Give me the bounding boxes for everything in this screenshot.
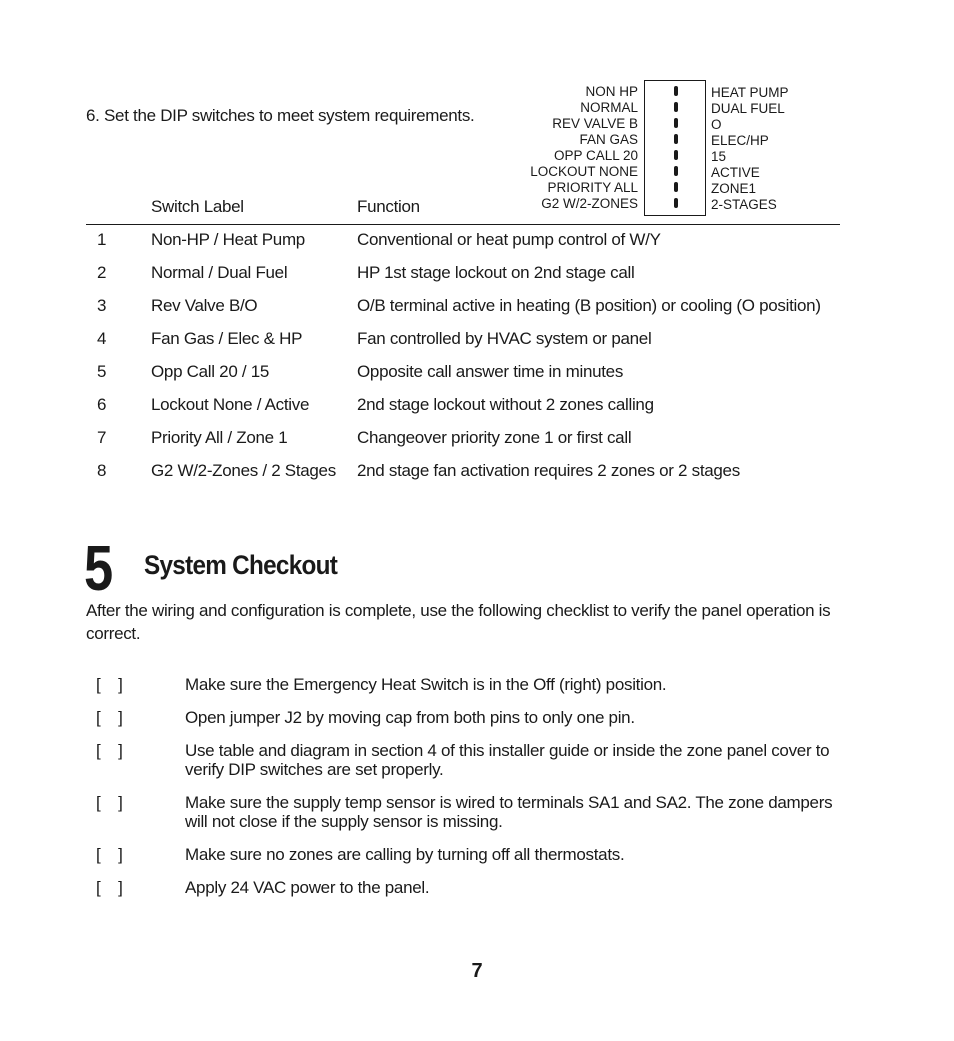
dip-switch-toggle <box>674 198 678 208</box>
table-row <box>0 428 954 461</box>
row-number: 5 <box>97 362 107 381</box>
row-number: 3 <box>97 296 107 315</box>
row-switch-label: Normal / Dual Fuel <box>151 263 288 282</box>
dip-right-label: 15 <box>711 149 727 164</box>
checklist-text: Open jumper J2 by moving cap from both pins to only one pin. <box>185 708 635 727</box>
dip-left-label: FAN GAS <box>579 132 638 147</box>
dip-left-label: LOCKOUT NONE <box>530 164 638 179</box>
column-header-switch-label: Switch Label <box>151 197 244 216</box>
row-number: 6 <box>97 395 107 414</box>
dip-left-label: NORMAL <box>580 100 638 115</box>
row-function: Conventional or heat pump control of W/Y <box>357 230 661 249</box>
row-number: 4 <box>97 329 107 348</box>
dip-right-label: ZONE1 <box>711 181 757 196</box>
table-row <box>0 362 954 395</box>
row-number: 7 <box>97 428 107 447</box>
table-row <box>0 395 954 428</box>
row-switch-label: Fan Gas / Elec & HP <box>151 329 303 348</box>
checklist-text: Use table and diagram in section 4 of this installer guide or inside the zone panel cover to verify DIP switches are set properly. <box>185 741 830 779</box>
row-number: 1 <box>97 230 107 249</box>
row-switch-label: Rev Valve B/O <box>151 296 258 315</box>
dip-right-label: HEAT PUMP <box>711 85 789 100</box>
row-function: HP 1st stage lockout on 2nd stage call <box>357 263 635 282</box>
dip-left-label: NON HP <box>585 84 638 99</box>
row-function: Changeover priority zone 1 or first call <box>357 428 632 447</box>
checkbox-brackets: [ ] <box>96 675 123 694</box>
row-switch-label: Priority All / Zone 1 <box>151 428 288 447</box>
page-number: 7 <box>471 960 483 982</box>
checklist-text: Make sure the supply temp sensor is wired to terminals SA1 and SA2. The zone dampers will not close if the supply sensor is missing. <box>185 793 833 831</box>
dip-switch-toggle <box>674 134 678 144</box>
dip-left-label: G2 W/2-ZONES <box>541 196 638 211</box>
dip-switch-toggle <box>674 86 678 96</box>
row-function: O/B terminal active in heating (B position) or cooling (O position) <box>357 296 821 315</box>
table-row <box>0 461 954 494</box>
table-divider <box>86 224 840 225</box>
section-intro: After the wiring and configuration is complete, use the following checklist to verify the panel operation is correct. <box>86 601 831 643</box>
checkbox-brackets: [ ] <box>96 793 123 812</box>
dip-switch-toggle <box>674 118 678 128</box>
step-instruction: 6. Set the DIP switches to meet system requirements. <box>86 106 475 125</box>
row-switch-label: Opp Call 20 / 15 <box>151 362 270 381</box>
checklist-text: Make sure the Emergency Heat Switch is in the Off (right) position. <box>185 675 667 694</box>
table-row <box>0 263 954 296</box>
row-function: Fan controlled by HVAC system or panel <box>357 329 652 348</box>
checklist-text: Apply 24 VAC power to the panel. <box>185 878 430 897</box>
dip-switch-toggle <box>674 102 678 112</box>
checklist-text: Make sure no zones are calling by turning off all thermostats. <box>185 845 625 864</box>
row-switch-label: G2 W/2-Zones / 2 Stages <box>151 461 336 480</box>
dip-right-label: DUAL FUEL <box>711 101 785 116</box>
row-function: Opposite call answer time in minutes <box>357 362 624 381</box>
row-number: 8 <box>97 461 107 480</box>
row-switch-label: Non-HP / Heat Pump <box>151 230 305 249</box>
row-function: 2nd stage lockout without 2 zones calling <box>357 395 654 414</box>
column-header-function: Function <box>357 197 420 216</box>
checkbox-brackets: [ ] <box>96 741 123 760</box>
checkbox-brackets: [ ] <box>96 878 123 897</box>
dip-switch-toggle <box>674 182 678 192</box>
checkbox-brackets: [ ] <box>96 845 123 864</box>
dip-left-label: OPP CALL 20 <box>553 148 638 163</box>
section-number: 5 <box>84 532 112 604</box>
section-title: System Checkout <box>144 550 338 580</box>
row-number: 2 <box>97 263 107 282</box>
dip-right-label: ELEC/HP <box>711 133 769 148</box>
dip-right-label: O <box>711 117 722 132</box>
dip-left-label: PRIORITY ALL <box>547 180 638 195</box>
dip-switch-toggle <box>674 150 678 160</box>
table-row <box>0 230 954 263</box>
table-row <box>0 329 954 362</box>
dip-right-labels <box>711 85 861 213</box>
dip-right-label: 2-STAGES <box>711 197 777 212</box>
row-function: 2nd stage fan activation requires 2 zones or 2 stages <box>357 461 740 480</box>
dip-left-labels <box>418 84 638 212</box>
dip-switch-toggle <box>674 166 678 176</box>
checkbox-brackets: [ ] <box>96 708 123 727</box>
table-row <box>0 296 954 329</box>
dip-right-label: ACTIVE <box>711 165 760 180</box>
row-switch-label: Lockout None / Active <box>151 395 310 414</box>
dip-left-label: REV VALVE B <box>552 116 638 131</box>
dip-switch-box <box>644 80 706 216</box>
